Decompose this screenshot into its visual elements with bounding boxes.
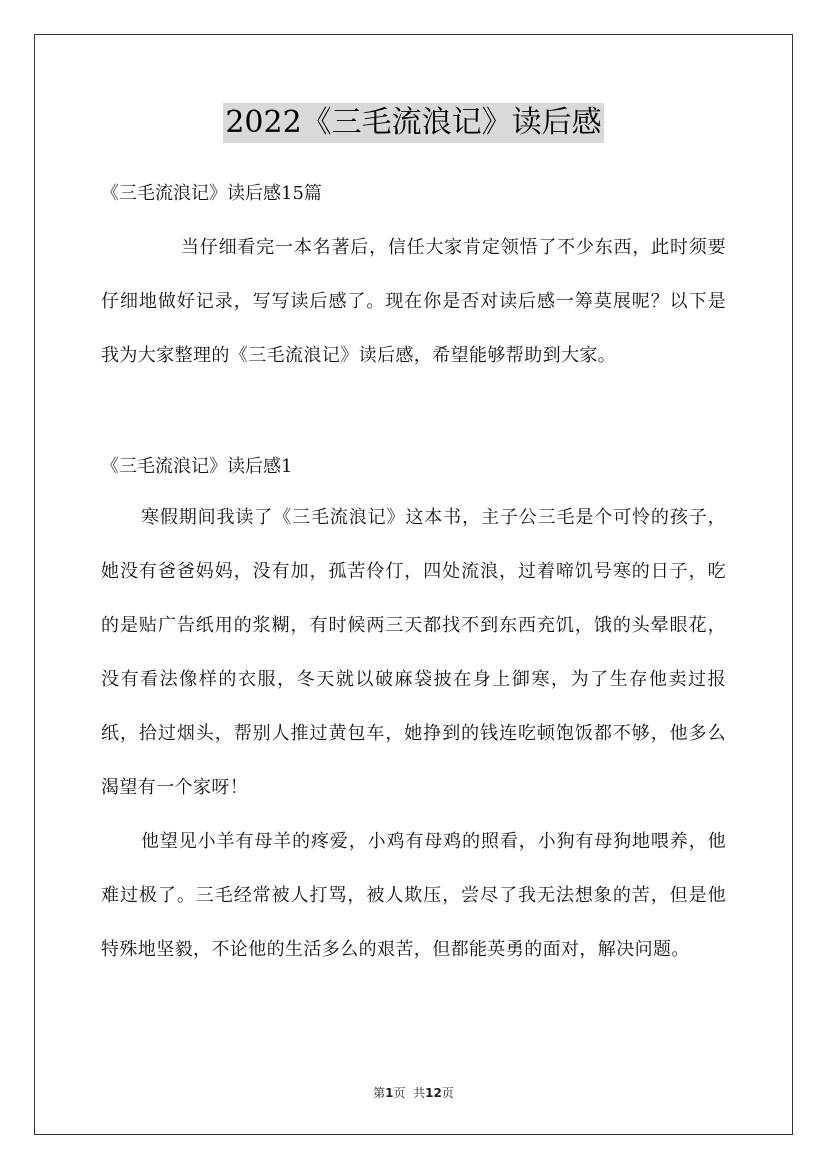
section-heading: 《三毛流浪记》读后感1: [101, 456, 293, 477]
footer-middle: 页 共: [393, 1086, 426, 1100]
footer-suffix: 页: [441, 1086, 454, 1100]
footer-prefix: 第: [373, 1086, 386, 1100]
body-paragraph-1: 寒假期间我读了《三毛流浪记》这本书，主子公三毛是个可怜的孩子，她没有爸爸妈妈，没有加，孤苦伶仃，四处流浪，过着啼饥号寒的日子，吃的是贴广告纸用的浆糊，有时候两三天都找不到东西充饥，饿的头晕眼花，没有看法像样的衣服，冬天就以破麻袋披在身上御寒，为了生存他卖过报纸，拾过烟头，帮别人推过黄包车，她挣到的钱连吃顿饱饭都不够，他多么渴望有一个家呀！: [101, 507, 726, 798]
intro-paragraph: 当仔细看完一本名著后，信任大家肯定领悟了不少东西，此时须要仔细地做好记录，写写读后感了。现在你是否对读后感一筹莫展呢？以下是我为大家整理的《三毛流浪记》读后感，希望能够帮助到大家。: [101, 237, 726, 366]
title-container: [0, 103, 827, 143]
page-footer: [0, 1084, 827, 1101]
footer-page-number: 1: [385, 1086, 394, 1100]
body-paragraph-2: 他望见小羊有母羊的疼爱，小鸡有母鸡的照看，小狗有母狗地喂养，他难过极了。三毛经常被人打骂，被人欺压，尝尽了我无法想象的苦，但是他特殊地坚毅，不论他的生活多么的艰苦，但都能英勇的面对，解决问题。: [101, 831, 726, 960]
document-title: 2022《三毛流浪记》读后感: [223, 103, 603, 143]
document-subtitle: 《三毛流浪记》读后感15篇: [101, 183, 322, 204]
footer-total-pages: 12: [425, 1086, 442, 1100]
